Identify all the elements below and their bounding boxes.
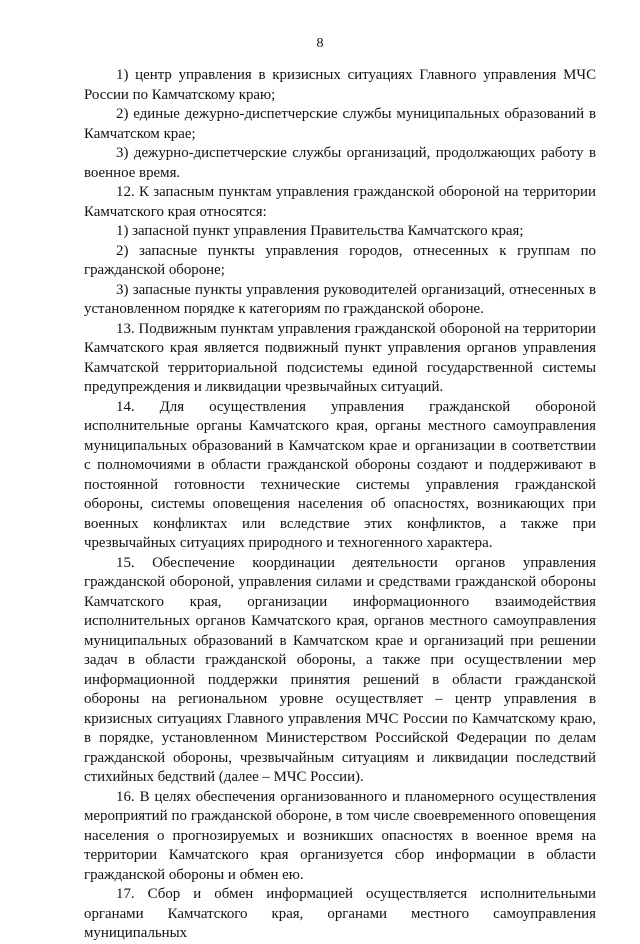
document-body	[84, 66, 596, 944]
paragraph-14: 14. Для осуществления управления гражданской обороной исполнительные органы Камчатского края, органы местного самоуправления муниципальных образований в Камчатском крае и организации в соответствии с полномочиями в области гражданской обороны создают и поддерживают в постоянной готовности технические системы управления гражданской обороны, системы оповещения населения об опасностях, возникающих при военных конфликтах или вследствие этих конфликтов, а также при чрезвычайных ситуациях природного и техногенного характера.	[84, 398, 596, 551]
paragraph-item-1: 1) центр управления в кризисных ситуациях Главного управления МЧС России по Камчатскому краю;	[84, 67, 596, 103]
paragraph-12-item-2: 2) запасные пункты управления городов, отнесенных к группам по гражданской обороне;	[84, 242, 596, 278]
paragraph-12: 12. К запасным пунктам управления гражданской обороной на территории Камчатского края относятся:	[84, 184, 596, 220]
paragraph-item-3: 3) дежурно-диспетчерские службы организаций, продолжающих работу в военное время.	[84, 145, 596, 181]
paragraph-item-2: 2) единые дежурно-диспетчерские службы муниципальных образований в Камчатском крае;	[84, 106, 596, 142]
paragraph-15: 15. Обеспечение координации деятельности органов управления гражданской обороной, управления силами и средствами гражданской обороны Камчатского края, организации информационного взаимодействия исполнительных органов Камчатского края, органов местного самоуправления муниципальных образований в Камчатском крае и организаций при решении задач в области гражданской обороны, а также при осуществлении мер информационной поддержки принятия решений в области гражданской обороны на региональном уровне осуществляет – центр управления в кризисных ситуациях Главного управления МЧС России по Камчатскому краю, в порядке, установленном Министерством Российской Федерации по делам гражданской обороны, чрезвычайным ситуациям и ликвидации последствий стихийных бедствий (далее – МЧС России).	[84, 554, 596, 785]
paragraph-12-item-3: 3) запасные пункты управления руководителей организаций, отнесенных в установленном порядке к категориям по гражданской обороне.	[84, 281, 596, 317]
paragraph-17: 17. Сбор и обмен информацией осуществляется исполнительными органами Камчатского края, органами местного самоуправления муниципальных	[84, 886, 596, 941]
paragraph-13: 13. Подвижным пунктам управления гражданской обороной на территории Камчатского края является подвижный пункт управления органов управления Камчатской территориальной подсистемы единой государственной системы предупреждения и ликвидации чрезвычайных ситуаций.	[84, 320, 596, 395]
page-number: 8	[316, 36, 324, 51]
paragraph-12-item-1: 1) запасной пункт управления Правительства Камчатского края;	[116, 223, 524, 239]
paragraph-16: 16. В целях обеспечения организованного и планомерного осуществления мероприятий по гражданской обороне, в том числе своевременного оповещения населения о прогнозируемых и возникших опасностях в военное время на территории Камчатского края организуется сбор информации в области гражданской обороны и обмен ею.	[84, 788, 596, 883]
